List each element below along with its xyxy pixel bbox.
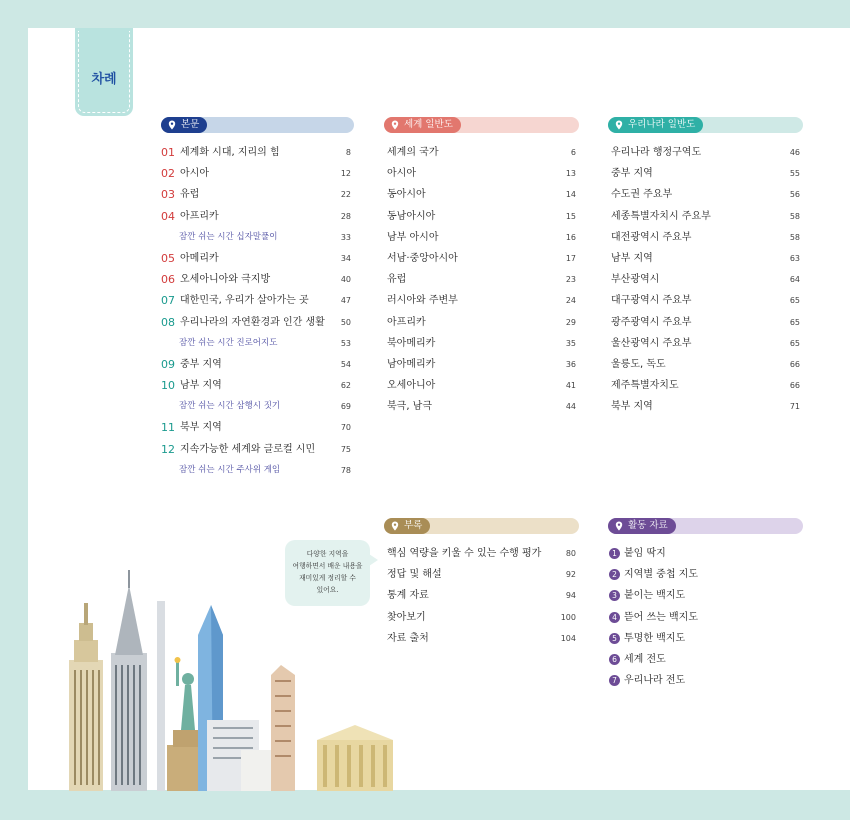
chapter-number: 02 [161, 167, 175, 181]
entry-title: 북부 지역 [611, 401, 653, 413]
page-number: 100 [560, 612, 576, 622]
entry-title: 통계 자료 [387, 590, 429, 602]
appendix-section-header [384, 518, 579, 534]
entry-title: 붙이는 백지도 [624, 590, 686, 602]
page-number: 50 [340, 317, 351, 327]
page-number: 80 [565, 549, 576, 558]
korea-atlas-section-header [608, 117, 803, 133]
activity-section-header [608, 518, 803, 534]
page-number: 64 [789, 275, 800, 285]
chapter-number: 08 [161, 315, 175, 329]
toc-entry[interactable] [385, 607, 576, 628]
toc-entry[interactable] [609, 375, 800, 396]
page-number: 33 [340, 232, 351, 242]
main-section-header [161, 117, 354, 133]
entry-title: 남부 아시아 [387, 231, 439, 243]
toc-entry[interactable] [385, 312, 576, 333]
numbered-circle-marker: 7 [609, 675, 620, 686]
toc-entry[interactable] [161, 163, 351, 184]
page-number: 66 [789, 359, 800, 369]
entry-title: 붙임 딱지 [624, 548, 666, 559]
new-york-skyline-illustration [55, 565, 405, 791]
chapter-number: 01 [161, 146, 175, 159]
page-number: 47 [340, 296, 351, 306]
toc-entry[interactable] [161, 290, 351, 311]
world-atlas-section-header [384, 117, 579, 133]
page-number: 55 [789, 169, 800, 179]
activity-entry[interactable] [609, 564, 800, 585]
page-number: 16 [565, 232, 576, 242]
page-number: 63 [789, 253, 800, 263]
thin-tower [157, 601, 165, 791]
page-number: 12 [340, 169, 351, 179]
location-pin-icon [167, 120, 177, 130]
toc-entry[interactable] [385, 564, 576, 585]
entry-title: 아프리카 [387, 316, 426, 328]
page-number: 23 [565, 275, 576, 285]
main-toc-list [161, 142, 351, 481]
toc-entry[interactable] [609, 227, 800, 248]
entry-title: 우리나라 행정구역도 [611, 147, 702, 158]
chapter-number: 05 [161, 251, 175, 265]
toc-tab [75, 28, 133, 116]
page-number: 94 [565, 591, 576, 601]
page-number: 65 [789, 338, 800, 348]
toc-entry[interactable] [609, 354, 800, 375]
page-number: 78 [340, 465, 351, 475]
flatiron-building [271, 665, 295, 791]
page-number: 66 [789, 381, 800, 391]
activity-entry[interactable] [609, 670, 800, 691]
chapter-number: 09 [161, 357, 175, 371]
toc-entry[interactable] [161, 439, 351, 460]
toc-entry[interactable] [161, 354, 351, 375]
toc-entry[interactable] [385, 142, 576, 163]
page-number: 6 [570, 148, 576, 157]
entry-title: 대한민국, 우리가 살아가는 곳 [180, 295, 309, 307]
entry-title: 잠깐 쉬는 시간 진로어지도 [179, 337, 278, 348]
page-number: 22 [340, 190, 351, 200]
page-number: 41 [565, 381, 576, 391]
page-number: 44 [565, 402, 576, 412]
page-number: 62 [340, 381, 351, 391]
page-number: 15 [565, 211, 576, 221]
entry-title: 아메리카 [180, 252, 219, 264]
toc-entry[interactable] [609, 290, 800, 311]
entry-title: 세종특별자치시 주요부 [611, 210, 711, 222]
page-number: 56 [789, 190, 800, 200]
numbered-circle-marker: 2 [609, 569, 620, 580]
page-number: 65 [789, 317, 800, 327]
chapter-number: 12 [161, 442, 175, 456]
numbered-circle-marker: 1 [609, 548, 620, 559]
main-section-label: 본문 [181, 119, 200, 130]
entry-title: 잠깐 쉬는 시간 삼행시 짓기 [179, 401, 281, 412]
main-section-badge [161, 117, 207, 133]
appendix-section-badge [384, 518, 430, 534]
entry-title: 남부 지역 [180, 380, 222, 392]
numbered-circle-marker: 5 [609, 633, 620, 644]
toc-entry[interactable] [385, 396, 576, 417]
chrysler-building [111, 570, 147, 791]
toc-entry[interactable] [161, 206, 351, 227]
entry-title: 수도권 주요부 [611, 189, 673, 201]
toc-entry[interactable] [609, 248, 800, 269]
entry-title: 우리나라의 자연환경과 인간 생활 [180, 316, 325, 328]
chapter-number: 10 [161, 379, 175, 393]
toc-entry[interactable] [385, 163, 576, 184]
toc-entry[interactable] [161, 417, 351, 438]
chapter-number: 04 [161, 209, 175, 223]
page-number: 104 [560, 633, 576, 643]
break-time-entry[interactable] [161, 333, 351, 354]
entry-title: 대구광역시 주요부 [611, 295, 692, 307]
entry-title: 중부 지역 [180, 358, 222, 370]
toc-title: 차례 [91, 72, 117, 87]
page-number: 36 [565, 359, 576, 369]
entry-title: 오세아니아와 극지방 [180, 274, 271, 286]
toc-entry[interactable] [609, 269, 800, 290]
entry-title: 아시아 [180, 168, 209, 180]
korea-atlas-section-label: 우리나라 일반도 [628, 119, 696, 130]
entry-title: 세계 전도 [624, 653, 666, 665]
page-number: 35 [565, 338, 576, 348]
page-number: 34 [340, 253, 351, 263]
activity-toc-list [609, 543, 800, 691]
entry-title: 지역별 중첩 지도 [624, 569, 698, 581]
entry-title: 울산광역시 주요부 [611, 337, 692, 349]
page-number: 40 [340, 275, 351, 285]
activity-entry[interactable] [609, 628, 800, 649]
location-pin-icon [390, 521, 400, 531]
entry-title: 지속가능한 세계와 글로컬 시민 [180, 443, 316, 455]
break-time-entry[interactable] [161, 227, 351, 248]
toc-entry[interactable] [161, 312, 351, 333]
entry-title: 북극, 남극 [387, 401, 432, 413]
page-number: 46 [789, 148, 800, 157]
page-number: 71 [789, 402, 800, 412]
numbered-circle-marker: 6 [609, 654, 620, 665]
break-time-entry[interactable] [161, 396, 351, 417]
toc-entry[interactable] [609, 312, 800, 333]
activity-entry[interactable] [609, 543, 800, 564]
toc-entry[interactable] [385, 248, 576, 269]
entry-title: 자료 출처 [387, 632, 429, 644]
numbered-circle-marker: 4 [609, 612, 620, 623]
chapter-number: 06 [161, 273, 175, 287]
toc-entry[interactable] [609, 206, 800, 227]
toc-entry[interactable] [609, 396, 800, 417]
page-number: 58 [789, 232, 800, 242]
toc-entry[interactable] [385, 543, 576, 564]
toc-entry[interactable] [609, 184, 800, 205]
appendix-toc-list [385, 543, 576, 649]
world-atlas-section-badge [384, 117, 461, 133]
entry-title: 남아메리카 [387, 358, 436, 370]
chapter-number: 07 [161, 294, 175, 308]
entry-title: 남부 지역 [611, 252, 653, 264]
entry-title: 동남아시아 [387, 210, 436, 222]
page-number: 70 [340, 423, 351, 433]
classical-building [317, 725, 393, 791]
activity-section-label: 활동 자료 [628, 520, 668, 531]
entry-title: 북부 지역 [180, 422, 222, 434]
entry-title: 정답 및 해설 [387, 569, 442, 581]
bubble-line: 있어요. [316, 586, 339, 594]
toc-entry[interactable] [161, 142, 351, 163]
toc-entry[interactable] [385, 585, 576, 606]
toc-entry[interactable] [385, 628, 576, 649]
empire-state-building [69, 603, 103, 791]
chapter-number: 11 [161, 421, 175, 435]
location-pin-icon [614, 521, 624, 531]
activity-entry[interactable] [609, 585, 800, 606]
world-atlas-section-label: 세계 일반도 [404, 119, 453, 130]
entry-title: 세계화 시대, 지리의 힘 [180, 147, 280, 158]
toc-entry[interactable] [385, 184, 576, 205]
entry-title: 중부 지역 [611, 168, 653, 180]
toc-entry[interactable] [385, 375, 576, 396]
page-number: 53 [340, 338, 351, 348]
entry-title: 동아시아 [387, 189, 426, 201]
toc-entry[interactable] [385, 354, 576, 375]
entry-title: 대전광역시 주요부 [611, 231, 692, 243]
break-time-entry[interactable] [161, 460, 351, 481]
numbered-circle-marker: 3 [609, 590, 620, 601]
toc-entry[interactable] [161, 269, 351, 290]
entry-title: 부산광역시 [611, 274, 660, 286]
page-number: 29 [565, 317, 576, 327]
page-number: 13 [565, 169, 576, 179]
toc-entry[interactable] [609, 163, 800, 184]
toc-entry[interactable] [385, 290, 576, 311]
page-number: 8 [345, 148, 351, 157]
toc-entry[interactable] [161, 184, 351, 205]
page-number: 65 [789, 296, 800, 306]
chapter-number: 03 [161, 188, 175, 202]
entry-title: 울릉도, 독도 [611, 358, 666, 370]
world-atlas-toc-list [385, 142, 576, 417]
entry-title: 제주특별자치도 [611, 380, 679, 392]
entry-title: 찾아보기 [387, 611, 426, 623]
toc-entry[interactable] [385, 269, 576, 290]
page-number: 28 [340, 211, 351, 221]
location-pin-icon [390, 120, 400, 130]
entry-title: 잠깐 쉬는 시간 십자말풀이 [179, 231, 278, 242]
location-pin-icon [614, 120, 624, 130]
page-number: 14 [565, 190, 576, 200]
appendix-section-label: 부록 [404, 520, 423, 531]
toc-entry[interactable] [609, 142, 800, 163]
page-number: 17 [565, 253, 576, 263]
entry-title: 서남·중앙아시아 [387, 252, 458, 264]
toc-entry[interactable] [385, 227, 576, 248]
entry-title: 오세아니아 [387, 380, 436, 392]
page-number: 69 [340, 402, 351, 412]
bubble-line: 다양한 지역을 [306, 550, 349, 558]
entry-title: 광주광역시 주요부 [611, 316, 692, 328]
korea-atlas-toc-list [609, 142, 800, 417]
page-number: 92 [565, 570, 576, 580]
page-number: 24 [565, 296, 576, 306]
entry-title: 유럽 [180, 189, 200, 201]
entry-title: 러시아와 주변부 [387, 295, 458, 307]
activity-entry[interactable] [609, 649, 800, 670]
activity-section-badge [608, 518, 676, 534]
toc-entry[interactable] [161, 248, 351, 269]
toc-entry[interactable] [609, 333, 800, 354]
entry-title: 뜯어 쓰는 백지도 [624, 611, 698, 623]
activity-entry[interactable] [609, 607, 800, 628]
toc-entry[interactable] [385, 333, 576, 354]
page-number: 58 [789, 211, 800, 221]
entry-title: 아프리카 [180, 210, 219, 222]
bubble-line: 여행하면서 배운 내용을 [292, 562, 363, 570]
page-number: 75 [340, 444, 351, 454]
entry-title: 유럽 [387, 274, 407, 286]
entry-title: 우리나라 전도 [624, 675, 686, 687]
toc-entry[interactable] [161, 375, 351, 396]
korea-atlas-section-badge [608, 117, 703, 133]
entry-title: 핵심 역량을 키울 수 있는 수행 평가 [387, 548, 542, 559]
entry-title: 아시아 [387, 168, 416, 180]
entry-title: 잠깐 쉬는 시간 주사위 게임 [179, 464, 281, 475]
toc-entry[interactable] [385, 206, 576, 227]
page-number: 54 [340, 359, 351, 369]
entry-title: 투명한 백지도 [624, 632, 686, 644]
entry-title: 세계의 국가 [387, 147, 439, 158]
bubble-line: 재미있게 정리할 수 [299, 574, 356, 582]
entry-title: 북아메리카 [387, 337, 436, 349]
